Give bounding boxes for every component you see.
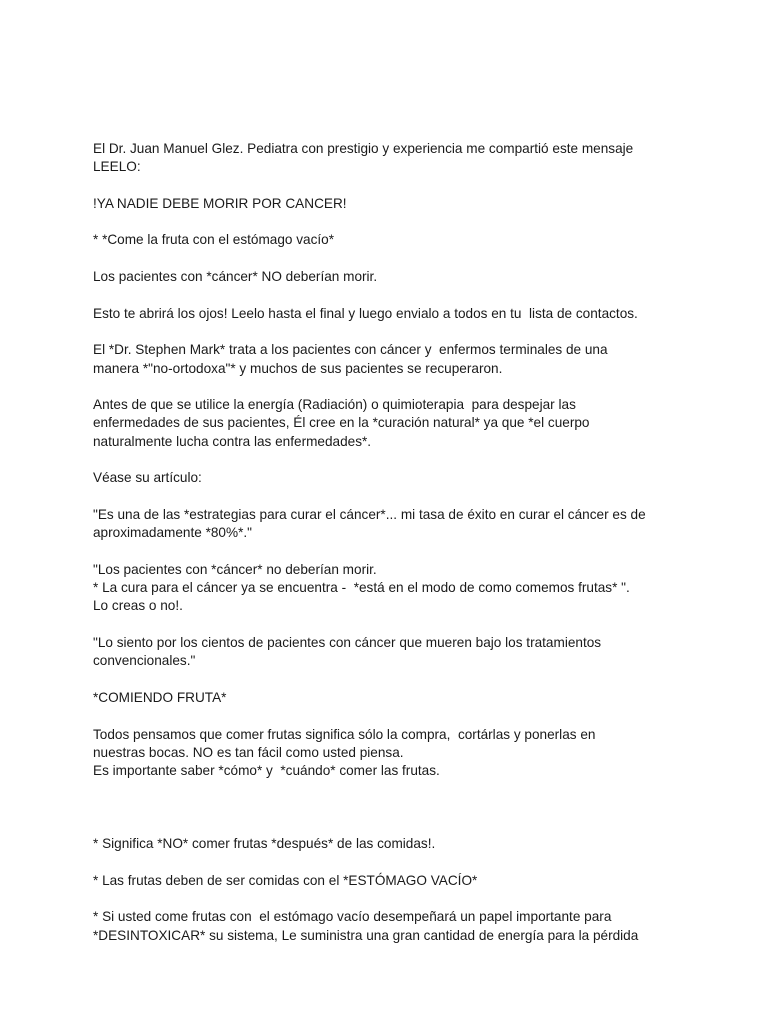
- text-line: "Es una de las *estrategias para curar el cáncer*... mi tasa de éxito en curar el cáncer es de: [93, 506, 646, 522]
- text-line: [93, 799, 693, 817]
- text-line: LEELO:: [93, 159, 141, 175]
- paragraph: [93, 908, 693, 945]
- text-line: "Los pacientes con *cáncer* no deberían morir.: [93, 561, 377, 577]
- text-line: *COMIENDO FRUTA*: [93, 689, 227, 705]
- paragraph: [93, 561, 693, 616]
- paragraph: [93, 799, 693, 817]
- paragraph: [93, 689, 693, 707]
- paragraph: [93, 341, 693, 378]
- paragraph: [93, 396, 693, 451]
- text-line: * Si usted come frutas con el estómago vacío desempeñará un papel importante para: [93, 909, 612, 925]
- paragraph: [93, 506, 693, 543]
- document-body: [93, 140, 693, 963]
- text-line: El Dr. Juan Manuel Glez. Pediatra con prestigio y experiencia me compartió este mensaje: [93, 141, 634, 156]
- paragraph: [93, 231, 693, 249]
- paragraph: [93, 140, 693, 177]
- text-line: Véase su artículo:: [93, 470, 202, 486]
- text-line: El *Dr. Stephen Mark* trata a los pacientes con cáncer y enfermos terminales de una: [93, 342, 608, 358]
- text-line: * Las frutas deben de ser comidas con el *ESTÓMAGO VACÍO*: [93, 872, 478, 888]
- text-line: !YA NADIE DEBE MORIR POR CANCER!: [93, 195, 347, 211]
- text-line: naturalmente lucha contra las enfermedades*.: [93, 433, 372, 449]
- text-line: Lo creas o no!.: [93, 598, 183, 614]
- text-line: * La cura para el cáncer ya se encuentra - *está en el modo de como comemos frutas* ".: [93, 580, 630, 596]
- text-line: Todos pensamos que comer frutas significa sólo la compra, cortárlas y ponerlas en: [93, 726, 596, 742]
- text-line: Es importante saber *cómo* y *cuándo* comer las frutas.: [93, 763, 440, 779]
- paragraph: [93, 634, 693, 671]
- paragraph: [93, 835, 693, 853]
- text-line: Los pacientes con *cáncer* NO deberían morir.: [93, 269, 378, 285]
- text-line: Esto te abrirá los ojos! Leelo hasta el final y luego envialo a todos en tu lista de contactos.: [93, 305, 638, 321]
- paragraph: [93, 305, 693, 323]
- paragraph: [93, 872, 693, 890]
- paragraph: [93, 726, 693, 781]
- paragraph: [93, 195, 693, 213]
- paragraph: [93, 469, 693, 487]
- text-line: * Significa *NO* comer frutas *después* de las comidas!.: [93, 836, 436, 852]
- text-line: Antes de que se utilice la energía (Radiación) o quimioterapia para despejar las: [93, 397, 576, 413]
- text-line: aproximadamente *80%*.": [93, 525, 252, 541]
- text-line: "Lo siento por los cientos de pacientes con cáncer que mueren bajo los tratamientos: [93, 635, 602, 651]
- text-line: nuestras bocas. NO es tan fácil como usted piensa.: [93, 744, 404, 760]
- paragraph: [93, 268, 693, 286]
- text-line: *DESINTOXICAR* su sistema, Le suministra una gran cantidad de energía para la pérdida: [93, 927, 639, 943]
- text-line: enfermedades de sus pacientes, Él cree en la *curación natural* ya que *el cuerpo: [93, 415, 590, 431]
- text-line: * *Come la fruta con el estómago vacío*: [93, 232, 335, 248]
- text-line: manera *"no-ortodoxa"* y muchos de sus pacientes se recuperaron.: [93, 360, 503, 376]
- text-line: convencionales.": [93, 653, 196, 669]
